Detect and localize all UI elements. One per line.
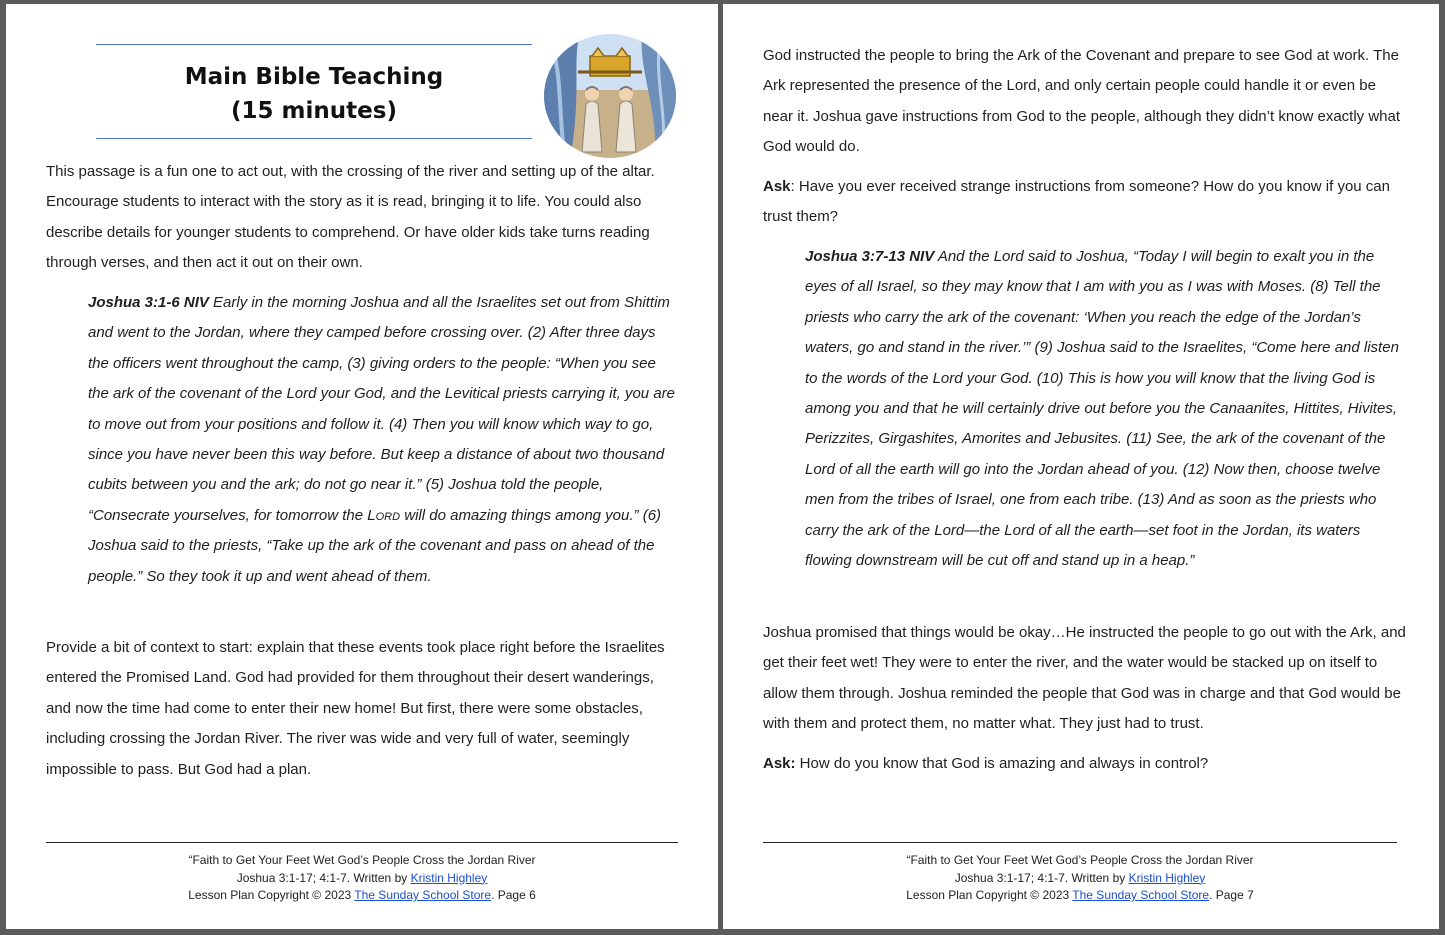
section-header [96, 44, 536, 140]
author-link[interactable]: Kristin Highley [410, 870, 488, 885]
scripture-lord: Lord [367, 506, 401, 524]
right-footer-author-prefix: Joshua 3:1-17; 4:1-7. Written by [954, 870, 1129, 885]
ark-crossing-illustration [542, 32, 678, 160]
right-footer-rule [763, 842, 1397, 843]
right-trust-text: Joshua promised that things would be okay…He instructed the people to go out with the Ark, and get their feet wet! They were to enter the river, and the water would be stacked up on itself to allow them through. Joshua reminded the people that God was in charge and that God would be with them and protect them, no matter what. They just had to trust. [763, 624, 1406, 733]
header-bottom-rule [96, 138, 532, 139]
right-scripture-reference: Joshua 3:7-13 NIV [805, 248, 935, 265]
footer-author-prefix: Joshua 3:1-17; 4:1-7. Written by [236, 870, 411, 885]
intro-paragraph [46, 157, 676, 279]
right-page [723, 4, 1439, 929]
ask-1-paragraph [763, 172, 1403, 233]
title-line-1: Main Bible Teaching [184, 64, 444, 90]
right-store-link[interactable]: The Sunday School Store [1072, 888, 1210, 902]
scripture-block [88, 288, 680, 592]
page-number: . Page 6 [491, 888, 536, 902]
ask-question-1 [763, 172, 1403, 233]
scripture-text-a: Early in the morning Joshua and all the Israelites set out from Shittim and went to the Jordan, where they camped before crossing over. (2) After three days the officers went throughout the camp, (3) giving orders to the people: “When you see the ark of the covenant of the Lord your God, and the Levitical priests carrying it, you are to move out from your positions and follow it. (4) Then you will know which way to go, since you have never been this way before. But keep a distance of about two thousand cubits between you and the ark; do not go near it.” (5) Joshua told the people, “Consecrate yourselves, for tomorrow the [88, 294, 675, 524]
ask-1-text: : Have you ever received strange instructions from someone? How do you know if you can trust them? [763, 178, 1390, 226]
ask-2-paragraph [763, 749, 1403, 779]
right-scripture-text: And the Lord said to Joshua, “Today I will begin to exalt you in the eyes of all Israel, so they may know that I am with you as I was with Moses. (8) Tell the priests who carry the ark of the covenant: ‘When you reach the edge of the Jordan’s waters, go and stand in the river.’” (9) Joshua said to the Israelites, “Come here and listen to the words of the Lord your God. (10) This is how you will know that the living God is among you and that he will certainly drive out before you the Canaanites, Hittites, Hivites, Perizzites, Girgashites, Amorites and Jebusites. (11) See, the ark of the covenant of the Lord of all the earth will go into the Jordan ahead of you. (12) Now then, choose twelve men from the tribes of Israel, one from each tribe. (13) And as soon as the priests who carry the ark of the Lord—the Lord of all the earth—set foot in the Jordan, its waters flowing downstream will be cut off and stand up in a heap.” [805, 248, 1399, 570]
ask-1-label: Ask [763, 178, 791, 195]
right-footer-copyright-prefix: Lesson Plan Copyright © 2023 [906, 888, 1073, 902]
footer-lesson-title: “Faith to Get Your Feet Wet God’s People Cross the Jordan River [188, 853, 536, 867]
right-footer-lesson-title: “Faith to Get Your Feet Wet God’s People Cross the Jordan River [906, 853, 1254, 867]
page-title [96, 60, 532, 128]
right-footer [763, 852, 1397, 905]
footer-rule [46, 842, 678, 843]
scripture-reference: Joshua 3:1-6 NIV [88, 294, 209, 311]
ask-question-2 [763, 749, 1403, 779]
right-footer-copyright-line [763, 887, 1397, 905]
right-intro-text: God instructed the people to bring the Ark of the Covenant and prepare to see God at work. The Ark represented the presence of the Lord, and only certain people could handle it or even be near it. Joshua gave instructions from God to the people, although they didn’t know exactly what God would do. [763, 47, 1401, 156]
right-page-number: . Page 7 [1209, 888, 1254, 902]
right-author-link[interactable]: Kristin Highley [1128, 870, 1206, 885]
scripture-text-b: will do amazing things among you.” (6) Joshua said to the priests, “Take up the ark of the covenant and pass on ahead of the people.” So they took it up and went ahead of them. [88, 506, 662, 585]
header-top-rule [96, 44, 532, 45]
footer-copyright-line [46, 887, 678, 905]
right-scripture-paragraph [805, 242, 1405, 576]
ask-2-label: Ask: [763, 755, 796, 772]
right-intro-paragraph [763, 41, 1403, 163]
right-scripture-block [805, 242, 1405, 576]
footer [46, 852, 678, 905]
scripture-paragraph [88, 288, 680, 592]
context-paragraph [46, 633, 676, 785]
right-trust-paragraph [763, 618, 1407, 740]
footer-copyright-prefix: Lesson Plan Copyright © 2023 [188, 888, 355, 902]
context-text: Provide a bit of context to start: explain that these events took place right before the Israelites entered the Promised Land. God had provided for them throughout their desert wanderings, and now the time had come to enter their new home! But first, there were some obstacles, including crossing the Jordan River. The river was wide and very full of water, seemingly impossible to pass. But God had a plan. [46, 639, 665, 778]
title-line-2: (15 minutes) [231, 98, 397, 124]
store-link[interactable]: The Sunday School Store [354, 888, 492, 902]
intro-text: This passage is a fun one to act out, with the crossing of the river and setting up of the altar. Encourage students to interact with the story as it is read, bringing it to life. You could also describe details for younger students to comprehend. Or have older kids take turns reading through verses, and then act it out on their own. [46, 163, 655, 272]
ask-2-text: How do you know that God is amazing and always in control? [795, 755, 1209, 772]
right-footer-author-line [763, 870, 1397, 888]
footer-author-line [46, 870, 678, 888]
left-page [6, 4, 718, 929]
